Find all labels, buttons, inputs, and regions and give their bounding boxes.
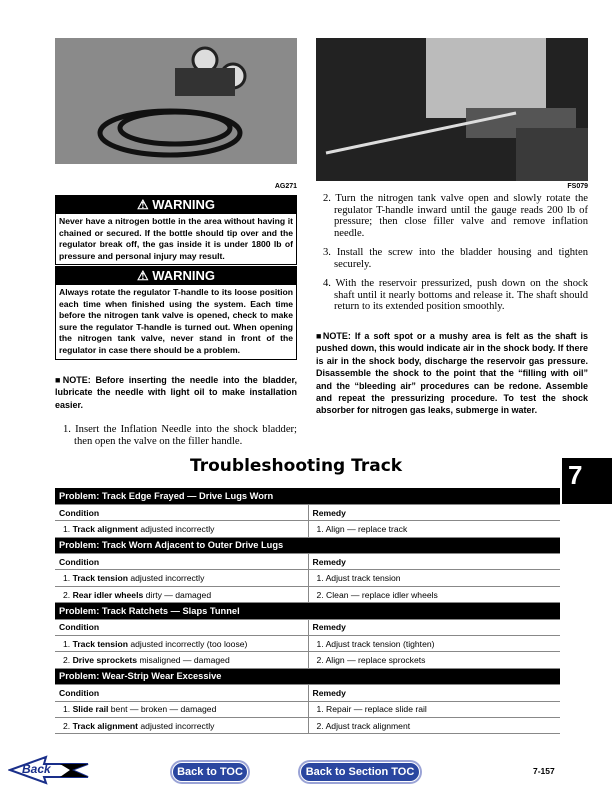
item-number: 2. xyxy=(63,655,71,666)
condition-part: Slide rail xyxy=(72,704,109,715)
header-row xyxy=(55,504,560,520)
condition-part: Track alignment xyxy=(72,523,138,534)
remedy-header: Remedy xyxy=(308,685,560,701)
table-row xyxy=(55,521,560,537)
troubleshooting-table xyxy=(55,488,560,734)
remedy-header: Remedy xyxy=(308,504,560,520)
item-number: 1. xyxy=(63,638,71,649)
warning-box xyxy=(55,266,297,360)
header-row xyxy=(55,554,560,570)
condition-header: Condition xyxy=(55,554,308,570)
step: 1. Insert the Inflation Needle into the shock bladder; then open the valve on the filler handle. xyxy=(63,424,297,447)
condition-cell xyxy=(55,652,308,668)
item-number: 1. xyxy=(63,523,71,534)
section-title: Troubleshooting Track xyxy=(190,456,403,476)
remedy-cell: 1. Adjust track tension (tighten) xyxy=(308,636,560,652)
condition-part: Track tension xyxy=(72,638,128,649)
problem-row xyxy=(55,603,560,619)
item-number: 1. xyxy=(63,573,71,584)
figure-caption: FS079 xyxy=(567,183,588,190)
condition-header: Condition xyxy=(55,685,308,701)
problem-row xyxy=(55,488,560,504)
condition-header: Condition xyxy=(55,504,308,520)
regulator-photo xyxy=(55,38,297,164)
condition-cell xyxy=(55,717,308,733)
condition-cell xyxy=(55,521,308,537)
header-row xyxy=(55,619,560,635)
back-to-toc-button[interactable]: Back to TOC xyxy=(172,762,248,782)
problem-row xyxy=(55,668,560,684)
note: ■NOTE: If a soft spot or a mushy area is felt as the shaft is pushed down, this would indicate air in the shock body. If there is air in the shock body, discharge the reservoir gas pressure. Disassemble the shock to the point that the “filling with oil” and the “bleeding air” procedures can be redone. Assemble and repeat the pressurizing procedure. To test the shock absorber for nitrogen gas leaks, submerge in water. xyxy=(316,331,588,416)
table-row xyxy=(55,570,560,586)
remedy-cell: 2. Align — replace sprockets xyxy=(308,652,560,668)
problem-title: Problem: Wear-Strip Wear Excessive xyxy=(55,668,560,684)
condition-detail: adjusted incorrectly xyxy=(138,523,215,534)
step: 3. Install the screw into the bladder housing and tighten securely. xyxy=(323,247,588,270)
warning-text: Never have a nitrogen bottle in the area without having it chained or secured. If the bottle should tip over and the regulator break off, the gas inside it is under 1800 lb of pressure and personal injury may result. xyxy=(59,216,293,261)
condition-cell xyxy=(55,586,308,602)
table-row xyxy=(55,652,560,668)
condition-cell xyxy=(55,570,308,586)
condition-cell xyxy=(55,701,308,717)
condition-part: Drive sprockets xyxy=(72,655,138,666)
condition-detail: dirty — damaged xyxy=(143,589,212,600)
item-number: 2. xyxy=(63,720,71,731)
shock-photo xyxy=(316,38,588,181)
back-label: Back xyxy=(22,762,51,776)
remedy-cell: 1. Align — replace track xyxy=(308,521,560,537)
condition-part: Rear idler wheels xyxy=(72,589,144,600)
note: ■NOTE: Before inserting the needle into the bladder, lubricate the needle with light oil to make installation easier. xyxy=(55,375,297,410)
condition-cell xyxy=(55,636,308,652)
problem-row xyxy=(55,537,560,553)
condition-part: Track alignment xyxy=(72,720,138,731)
remedy-header: Remedy xyxy=(308,619,560,635)
condition-header: Condition xyxy=(55,619,308,635)
condition-detail: adjusted incorrectly (too loose) xyxy=(127,638,248,649)
warning-title: ⚠ WARNING xyxy=(56,196,296,214)
step: 4. With the reservoir pressurized, push down on the shock shaft until it nearly bottoms and release it. The shaft should return to its extended position smoothly. xyxy=(323,278,588,313)
warning-box xyxy=(55,195,297,265)
back-to-section-toc-button[interactable]: Back to Section TOC xyxy=(300,762,420,782)
problem-title: Problem: Track Ratchets — Slaps Tunnel xyxy=(55,603,560,619)
warning-text: Always rotate the regulator T-handle to its loose position each time when finished using the system. Each time before the nitrogen tank valve is opened, check to make sure the regulator T-handle is turned out. When opening the nitrogen tank valve, never stand in front of the regulator in case there should be a problem. xyxy=(59,287,293,355)
page-number: 7-157 xyxy=(533,766,555,776)
item-number: 1. xyxy=(63,704,71,715)
condition-detail: adjusted incorrectly xyxy=(138,720,215,731)
remedy-cell: 2. Clean — replace idler wheels xyxy=(308,586,560,602)
table-row xyxy=(55,717,560,733)
table-row xyxy=(55,586,560,602)
back-button[interactable] xyxy=(8,755,90,785)
step: 2. Turn the nitrogen tank valve open and slowly rotate the regulator T-handle inward until the gauge reads 200 lb of pressure; then close filler valve and remove inflation needle. xyxy=(323,193,588,239)
condition-detail: bent — broken — damaged xyxy=(108,704,217,715)
problem-title: Problem: Track Edge Frayed — Drive Lugs Worn xyxy=(55,488,560,504)
item-number: 2. xyxy=(63,589,71,600)
figure-caption: AG271 xyxy=(274,183,297,190)
condition-detail: adjusted incorrectly xyxy=(127,573,205,584)
section-tab: 7 xyxy=(562,458,612,504)
remedy-cell: 2. Adjust track alignment xyxy=(308,717,560,733)
warning-title: ⚠ WARNING xyxy=(56,267,296,285)
problem-title: Problem: Track Worn Adjacent to Outer Drive Lugs xyxy=(55,537,560,553)
table-row xyxy=(55,701,560,717)
table-row xyxy=(55,636,560,652)
remedy-cell: 1. Repair — replace slide rail xyxy=(308,701,560,717)
condition-part: Track tension xyxy=(72,573,128,584)
header-row xyxy=(55,685,560,701)
remedy-cell: 1. Adjust track tension xyxy=(308,570,560,586)
condition-detail: misaligned — damaged xyxy=(137,655,230,666)
remedy-header: Remedy xyxy=(308,554,560,570)
